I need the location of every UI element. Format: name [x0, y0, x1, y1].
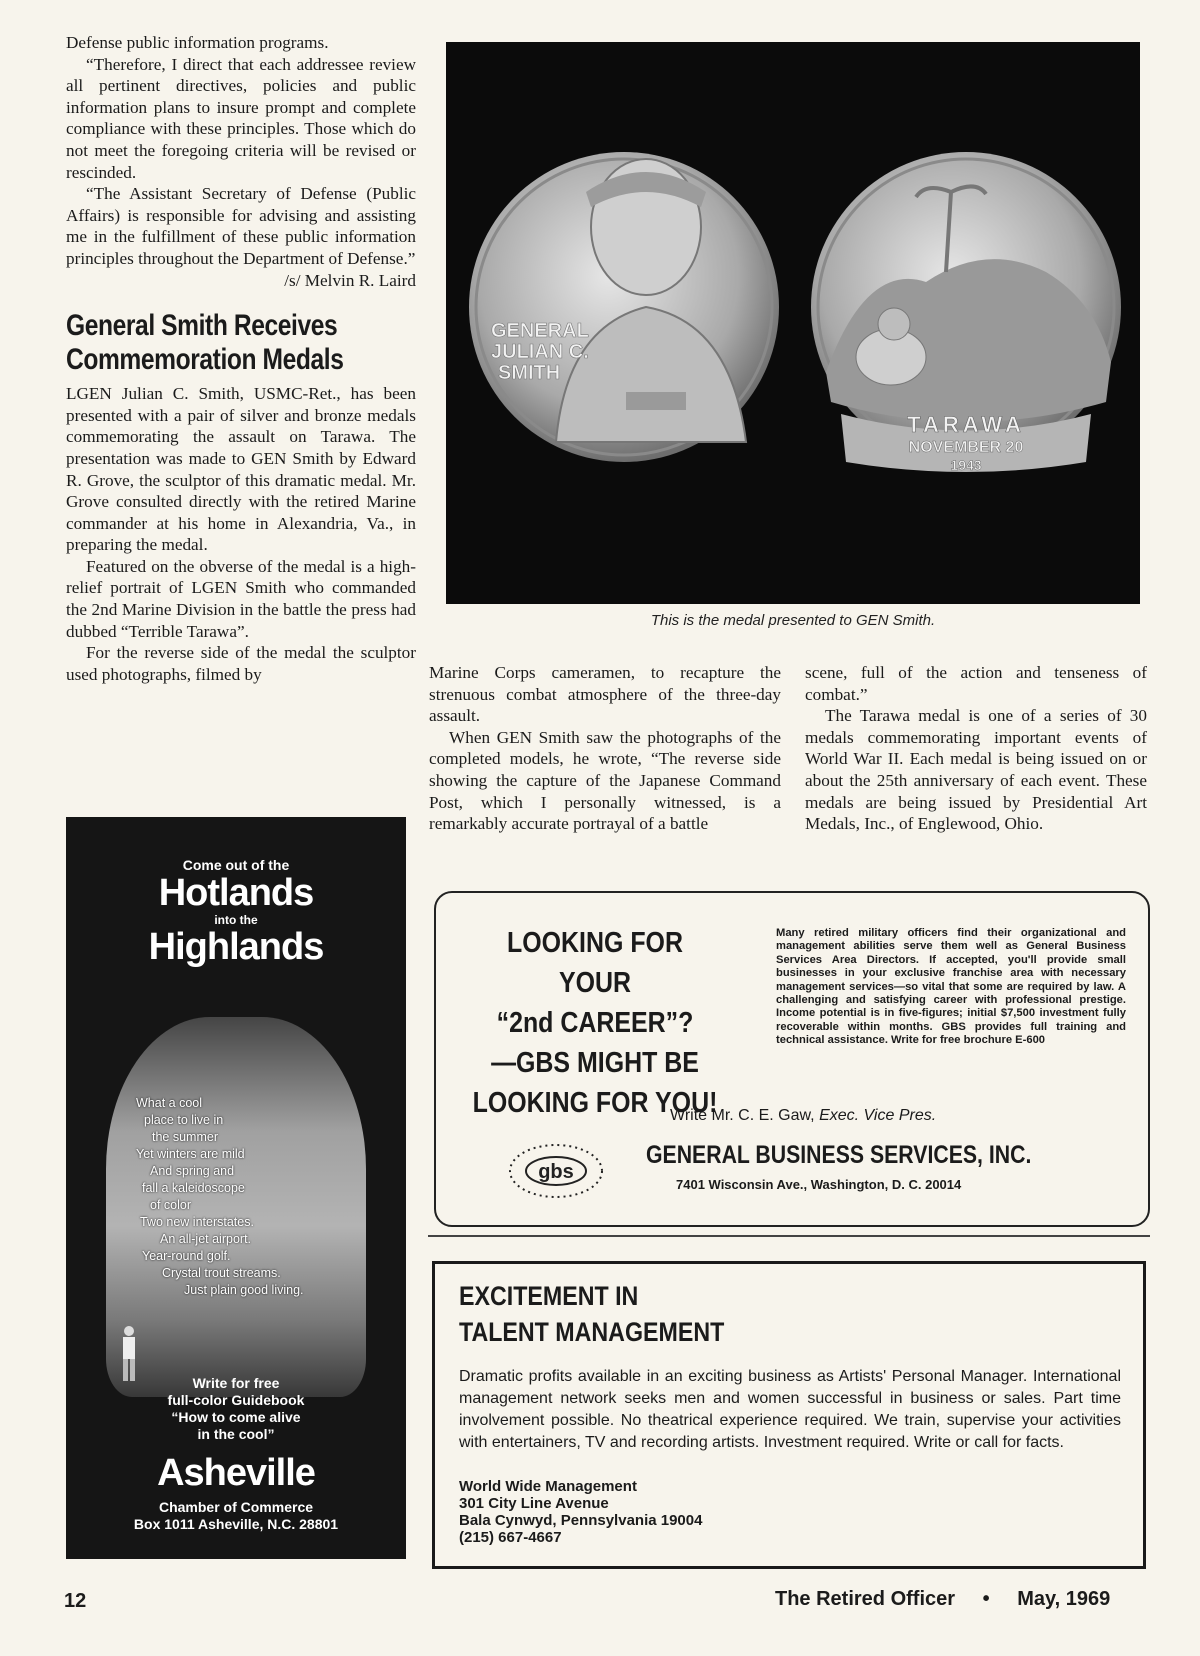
headline-line: LOOKING FOR YOU! [472, 1087, 718, 1119]
talent-advertisement [432, 1261, 1146, 1569]
photo-caption: This is the medal presented to GEN Smith. [650, 612, 936, 629]
gbs-logo [506, 1141, 606, 1201]
headline-line: EXCITEMENT IN [459, 1281, 639, 1311]
paragraph: LGEN Julian C. Smith, USMC-Ret., has been presented with a pair of silver and bronze medals commemorating the assault on Tarawa. The presentation was made to GEN Smith by Edward R. Grove, the sculptor of this dramatic medal. Mr. Grove consulted directly with the retired Marine commander at his home in Alexandria, Va., in preparing the medal. [66, 384, 416, 555]
gbs-advertisement [434, 891, 1150, 1227]
ad-offer [66, 1375, 406, 1443]
poem-line: fall a kaleidoscope [142, 1181, 245, 1195]
ad-address [66, 1499, 406, 1533]
issue-date: May, 1969 [1017, 1588, 1111, 1610]
gbs-body: Many retired military officers find their organizational and management abilities serve them well as General Business Services Area Directors. If accepted, you'll provide small businesses in your exclusive franchise area with necessary management services—so vital that some are required by law. A challenging and satisfying career with professional prestige. Income potential is in five-figures; initial $7,500 investment fully recoverable within months. GBS provides full training and technical assistance. Write for free brochure E-600 [776, 927, 1126, 1047]
contact-name: Write Mr. C. E. Gaw, [670, 1107, 815, 1124]
address-line: Bala Cynwyd, Pennsylvania 19004 [459, 1512, 703, 1529]
offer-line: full-color Guidebook [167, 1392, 305, 1408]
article-headline [66, 309, 353, 377]
medals-illustration [446, 42, 1140, 604]
obverse-text: JULIAN C. [491, 341, 589, 363]
ad-line: Hotlands [158, 872, 314, 914]
headline-line: LOOKING FOR YOUR [507, 927, 683, 999]
offer-line: “How to come alive [171, 1409, 301, 1425]
poem-line: the summer [152, 1130, 218, 1144]
paragraph: “Therefore, I direct that each addressee review all pertinent directives, policies and public information plans to insure prompt and complete compliance with these principles. Those which do not meet the foregoing criteria will be revised or rescinded. [66, 54, 416, 182]
talent-headline [459, 1278, 724, 1350]
poem-line: An all-jet airport. [160, 1232, 252, 1246]
headline-line: —GBS MIGHT BE [491, 1047, 699, 1079]
ribbons [626, 392, 686, 410]
headline-line: Commemoration Medals [66, 343, 344, 377]
ad-brand: Asheville [157, 1452, 315, 1494]
poem-line: Yet winters are mild [136, 1147, 245, 1161]
paragraph: scene, full of the action and tenseness of combat.” [805, 663, 1147, 704]
reverse-text: NOVEMBER 20 [908, 439, 1024, 456]
paragraph: Marine Corps cameramen, to recapture the strenuous combat atmosphere of the three-day assault. [429, 663, 781, 726]
left-column [66, 32, 416, 685]
address-line: Chamber of Commerce [158, 1499, 314, 1515]
address-line: Box 1011 Asheville, N.C. 28801 [133, 1516, 339, 1532]
paragraph: When GEN Smith saw the photographs of the completed models, he wrote, “The reverse side showing the capture of the Japanese Command Post, which I personally witnessed, is a remarkably accurate portrayal of a battle [429, 727, 781, 834]
gbs-contact [670, 1107, 936, 1125]
poem-line: Just plain good living. [184, 1283, 304, 1297]
ad-poem [136, 1095, 386, 1299]
poem-line: place to live in [144, 1113, 224, 1127]
running-footer [775, 1588, 1110, 1611]
divider-rule [428, 1235, 1150, 1237]
ad-line: Come out of the [182, 857, 290, 873]
gbs-company-name: GENERAL BUSINESS SERVICES, INC. [646, 1141, 1032, 1169]
obverse-text: SMITH [498, 362, 561, 384]
paragraph: “The Assistant Secretary of Defense (Public Affairs) is responsible for advising and assisting me in the fulfillment of these public information principles throughout the Department of Defense.” [66, 184, 416, 268]
page-number: 12 [64, 1590, 87, 1612]
ad-line: into the [214, 913, 258, 927]
poem-line: of color [150, 1198, 191, 1212]
asheville-advertisement [66, 817, 406, 1559]
talent-address [459, 1478, 702, 1546]
paragraph: Featured on the obverse of the medal is a high-relief portrait of LGEN Smith who commanded the 2nd Marine Division in the battle the press had dubbed “Terrible Tarawa”. [66, 556, 416, 641]
paragraph: Defense public information programs. [66, 33, 329, 52]
poem-line: What a cool [136, 1096, 203, 1110]
reverse-text: 1943 [950, 457, 982, 473]
poem-line: Year-round golf. [142, 1249, 231, 1263]
offer-line: in the cool” [197, 1426, 275, 1442]
headline-line: General Smith Receives [66, 309, 338, 343]
contact-title: Exec. Vice Pres. [819, 1107, 937, 1124]
medal-photo [446, 42, 1140, 604]
obverse-text: GENERAL [491, 320, 589, 342]
paragraph: For the reverse side of the medal the sculptor used photographs, filmed by [66, 643, 416, 684]
headline-line: “2nd CAREER”? [496, 1007, 694, 1039]
offer-line: Write for free [192, 1375, 280, 1391]
talent-body: Dramatic profits available in an exciting business as Artists' Personal Manager. International management network seeks men and women successful in business or sales. Part time involvement possible. No theatrical experience required. We train, supervise your activities with entertainers, TV and recording artists. Investment required. Write or call for facts. [459, 1368, 1121, 1451]
headline-line: TALENT MANAGEMENT [459, 1317, 725, 1347]
right-column [805, 662, 1147, 835]
poem-line: And spring and [150, 1164, 235, 1178]
poem-line: Two new interstates. [140, 1215, 254, 1229]
address-line: World Wide Management [459, 1478, 637, 1495]
ad-headline [66, 857, 406, 967]
ad-line: Highlands [148, 926, 324, 968]
address-line: (215) 667-4667 [459, 1529, 562, 1546]
middle-column [429, 662, 781, 835]
logo-text: gbs [538, 1161, 574, 1183]
address-line: 301 City Line Avenue [459, 1495, 609, 1512]
gbs-headline [470, 923, 719, 1123]
paragraph: The Tarawa medal is one of a series of 30 medals commemorating important events of World War II. Each medal is being issued on or about the 25th anniversary of each event. These medals are being issued by Presidential Art Medals, Inc., of Englewood, Ohio. [805, 706, 1147, 834]
signature: /s/ Melvin R. Laird [284, 270, 416, 290]
publication-name: The Retired Officer [775, 1588, 956, 1610]
reverse-text: TARAWA [907, 412, 1025, 437]
footer-bullet: • [982, 1588, 990, 1610]
poem-line: Crystal trout streams. [162, 1266, 281, 1280]
gbs-address: 7401 Wisconsin Ave., Washington, D. C. 20014 [676, 1177, 962, 1192]
